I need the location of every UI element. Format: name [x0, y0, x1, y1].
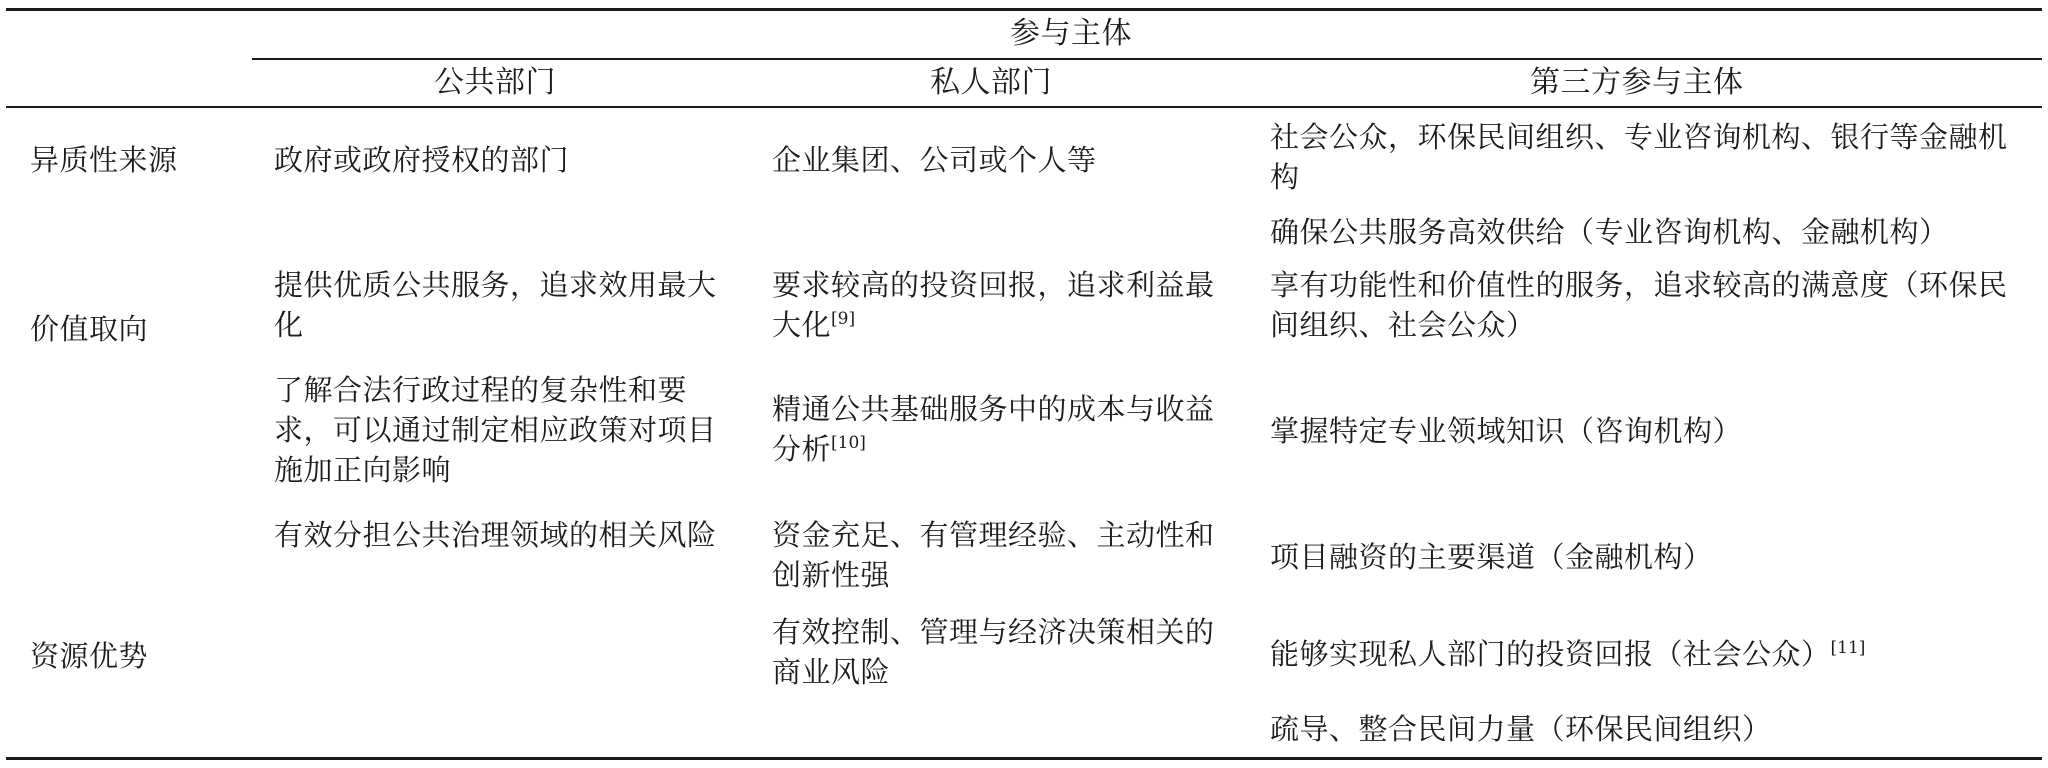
cell-third-resource-4: 疏导、整合民间力量（环保民间组织） — [1270, 712, 1772, 746]
cell-public-value: 提供优质公共服务，追求效用最大化 — [274, 268, 717, 342]
cell-public-source: 政府或政府授权的部门 — [274, 143, 570, 177]
cell-private-value — [772, 265, 1242, 345]
citation-10: [10] — [831, 433, 866, 453]
cell-public-resource-2: 有效分担公共治理领域的相关风险 — [274, 518, 717, 552]
cell-private-source: 企业集团、公司或个人等 — [772, 143, 1097, 177]
cell-public-resource-1: 了解合法行政过程的复杂性和要求，可以通过制定相应政策对项目施加正向影响 — [274, 373, 717, 487]
table-bottom-rule — [6, 757, 2042, 760]
cell-private-resource-3: 有效控制、管理与经济决策相关的商业风险 — [772, 615, 1215, 689]
col-header-private: 私人部门 — [930, 65, 1052, 100]
cell-third-value-1: 确保公共服务高效供给（专业咨询机构、金融机构） — [1270, 215, 1949, 249]
header-bottom-rule — [6, 106, 2042, 108]
cell-private-resource-2: 资金充足、有管理经验、主动性和创新性强 — [772, 518, 1215, 592]
col-header-public: 公共部门 — [434, 65, 556, 100]
cell-third-value-2: 享有功能性和价值性的服务，追求较高的满意度（环保民间组织、社会公众） — [1270, 268, 2008, 342]
col-header-third-party: 第三方参与主体 — [1530, 65, 1744, 100]
top-header: 参与主体 — [1010, 16, 1132, 51]
cell-third-resource-3-text: 能够实现私人部门的投资回报（社会公众） — [1270, 637, 1831, 671]
citation-9: [9] — [831, 309, 856, 329]
cell-private-value-text: 要求较高的投资回报，追求利益最大化 — [772, 268, 1215, 342]
citation-11: [11] — [1830, 638, 1866, 658]
cell-private-resource-1 — [772, 389, 1242, 469]
row-label-value: 价值取向 — [30, 312, 149, 346]
cell-third-resource-1: 掌握特定专业领域知识（咨询机构） — [1270, 414, 1743, 448]
row-label-heterogeneity: 异质性来源 — [30, 143, 178, 177]
table-top-rule — [6, 8, 2042, 11]
header-divider-rule — [252, 58, 2042, 60]
cell-private-resource-1-text: 精通公共基础服务中的成本与收益分析 — [772, 392, 1215, 466]
cell-third-resource-2: 项目融资的主要渠道（金融机构） — [1270, 540, 1713, 574]
row-label-resource: 资源优势 — [30, 639, 149, 673]
cell-third-resource-3 — [1270, 634, 1865, 674]
cell-third-source: 社会公众，环保民间组织、专业咨询机构、银行等金融机构 — [1270, 120, 2008, 194]
